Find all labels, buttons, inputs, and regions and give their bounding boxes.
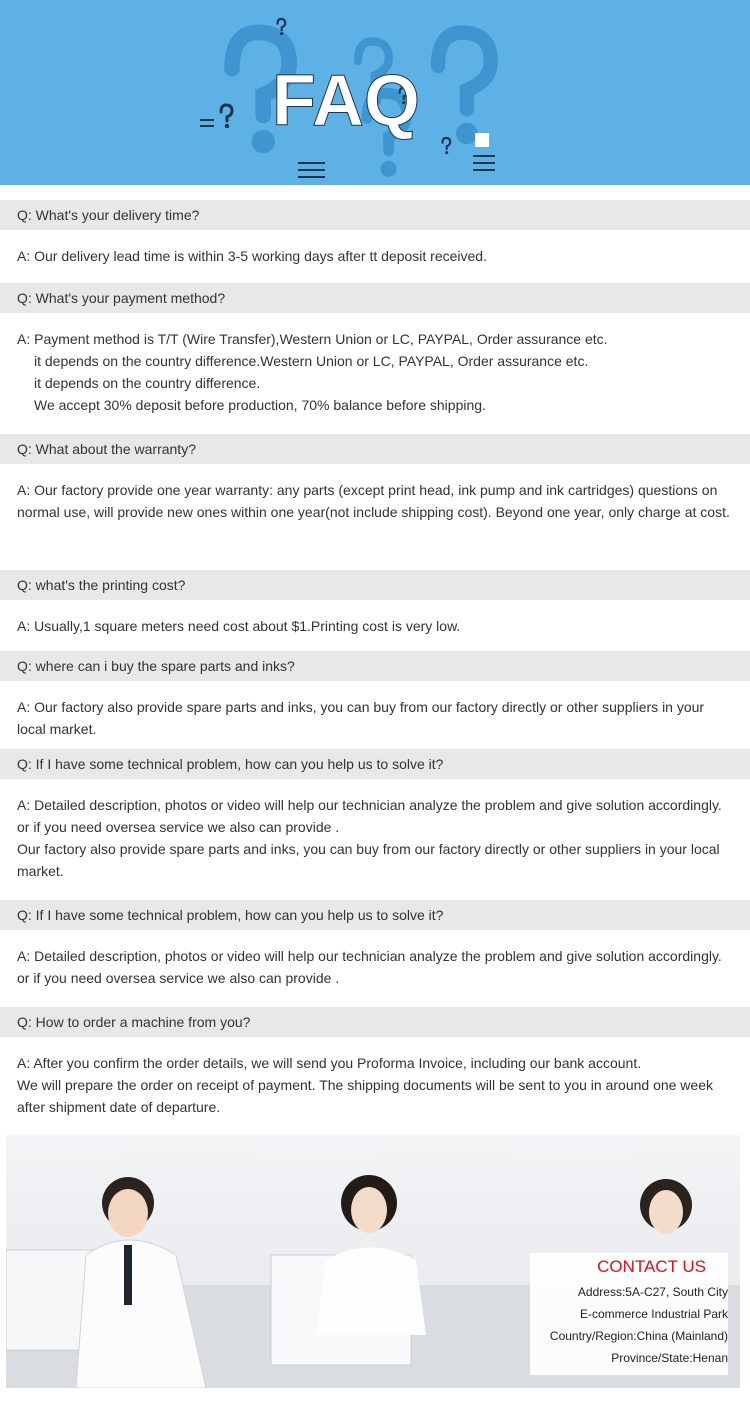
faq-banner <box>0 0 750 185</box>
faq-list <box>0 200 750 1127</box>
faq-item <box>0 651 750 749</box>
faq-answer <box>0 600 750 651</box>
answer-line: A: After you confirm the order details, we will send you Proforma Invoice, including our bank account. <box>17 1055 642 1071</box>
faq-answer <box>0 230 750 283</box>
faq-item <box>0 570 750 651</box>
contact-country: Country/Region:China (Mainland) <box>549 1329 728 1343</box>
answer-line: A: Usually,1 square meters need cost about $1.Printing cost is very low. <box>17 618 461 634</box>
answer-line: We will prepare the order on receipt of payment. The shipping documents will be sent to you in around one week after shipment date of departure. <box>17 1077 713 1115</box>
answer-line: A: Payment method is T/T (Wire Transfer),Western Union or LC, PAYPAL, Order assurance etc. <box>17 331 608 347</box>
answer-line: Our factory also provide spare parts and inks, you can buy from our factory directly or other suppliers in your local market. <box>17 841 720 879</box>
contact-panel <box>530 1253 728 1375</box>
faq-title: FAQ <box>272 61 421 141</box>
faq-question: Q: What's your payment method? <box>0 283 750 313</box>
faq-item <box>0 200 750 283</box>
faq-answer <box>0 464 750 570</box>
faq-answer <box>0 1037 750 1127</box>
faq-question: Q: What about the warranty? <box>0 434 750 464</box>
contact-park: E-commerce Industrial Park <box>579 1307 728 1321</box>
answer-line: A: Our delivery lead time is within 3-5 working days after tt deposit received. <box>17 248 487 264</box>
answer-line: We accept 30% deposit before production, 70% balance before shipping. <box>34 397 486 413</box>
faq-illustration <box>0 0 750 185</box>
answer-line: it depends on the country difference. <box>34 375 261 391</box>
faq-answer <box>0 930 750 1007</box>
faq-item <box>0 283 750 434</box>
answer-line: A: Detailed description, photos or video will help our technician analyze the problem and give solution accordingly. or if you need oversea service we also can provide . <box>17 797 722 835</box>
answer-line: it depends on the country difference.Western Union or LC, PAYPAL, Order assurance etc. <box>34 353 589 369</box>
contact-province: Province/State:Henan <box>611 1351 728 1365</box>
faq-answer <box>0 681 750 749</box>
letter-a-icon <box>475 133 489 147</box>
contact-title: CONTACT US <box>597 1257 706 1276</box>
faq-question: Q: What's your delivery time? <box>0 200 750 230</box>
faq-item <box>0 900 750 1007</box>
faq-item <box>0 749 750 900</box>
answer-line: A: Detailed description, photos or video will help our technician analyze the problem and give solution accordingly. or if you need oversea service we also can provide . <box>17 948 722 986</box>
faq-question: Q: where can i buy the spare parts and inks? <box>0 651 750 681</box>
faq-question: Q: If I have some technical problem, how can you help us to solve it? <box>0 900 750 930</box>
faq-answer <box>0 779 750 900</box>
contact-address: Address:5A-C27, South City <box>577 1285 728 1299</box>
answer-line: A: Our factory provide one year warranty: any parts (except print head, ink pump and ink cartridges) questions on normal use, will provide new ones within one year(not include shipping cost). Beyond one year, only charge at cost. <box>17 482 730 520</box>
faq-item <box>0 1007 750 1127</box>
faq-answer <box>0 313 750 434</box>
faq-question: Q: If I have some technical problem, how can you help us to solve it? <box>0 749 750 779</box>
faq-question: Q: what's the printing cost? <box>0 570 750 600</box>
faq-question: Q: How to order a machine from you? <box>0 1007 750 1037</box>
answer-line: A: Our factory also provide spare parts and inks, you can buy from our factory directly or other suppliers in your local market. <box>17 699 705 737</box>
faq-item <box>0 434 750 570</box>
contact-section <box>0 1135 750 1419</box>
